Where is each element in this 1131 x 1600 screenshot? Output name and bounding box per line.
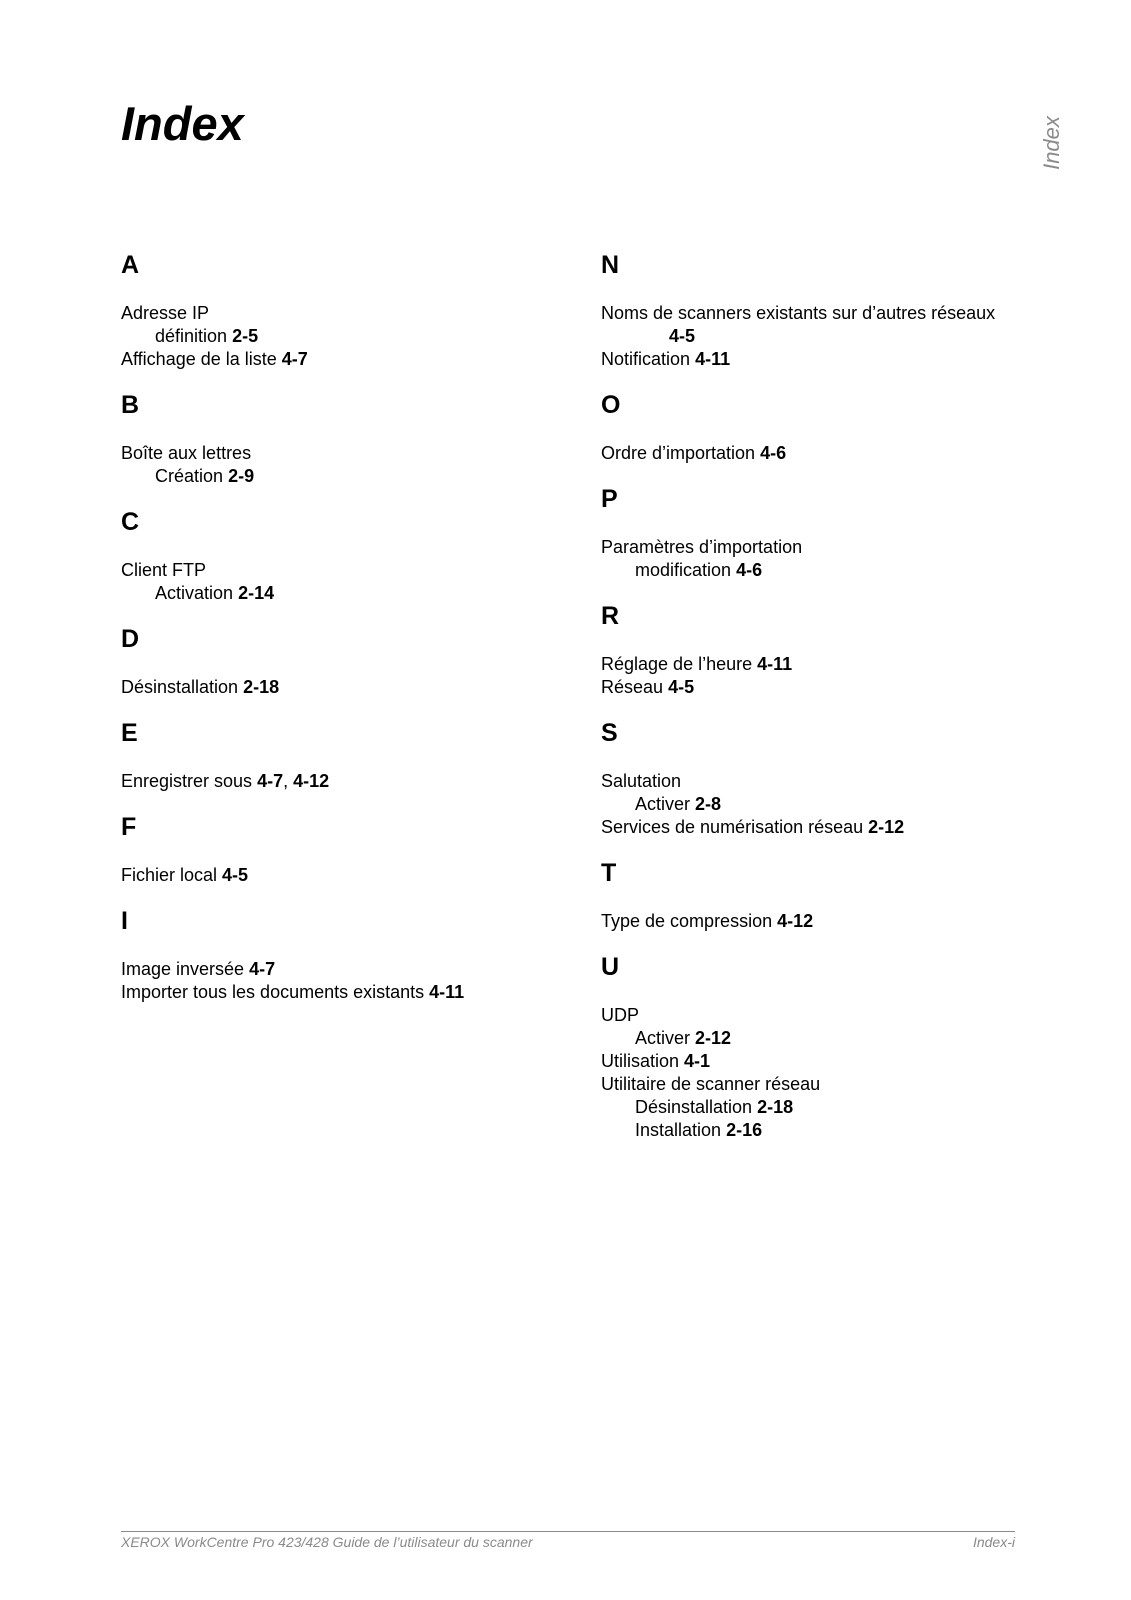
index-entries bbox=[121, 770, 561, 793]
index-entries bbox=[601, 536, 1041, 582]
index-section-u bbox=[601, 952, 1041, 1142]
index-column-right bbox=[601, 250, 1041, 1161]
index-entries bbox=[121, 676, 561, 699]
page-reference: 4-12 bbox=[293, 771, 330, 791]
index-column-left bbox=[121, 250, 561, 1023]
entry-term: Noms de scanners existants sur d’autres réseaux bbox=[601, 303, 996, 323]
index-entry bbox=[601, 442, 1041, 465]
entry-term: Utilitaire de scanner réseau bbox=[601, 1074, 821, 1094]
page-reference: 4-5 bbox=[222, 865, 249, 885]
page-reference: 4-7 bbox=[249, 959, 276, 979]
page-reference: 4-11 bbox=[757, 654, 793, 674]
index-section-t bbox=[601, 858, 1041, 933]
index-section-p bbox=[601, 484, 1041, 582]
index-section-d bbox=[121, 624, 561, 699]
index-entry bbox=[601, 302, 1041, 325]
index-entry: Enregistrer sous 4-7, 4-12 bbox=[121, 771, 330, 791]
index-entries bbox=[601, 302, 1041, 371]
page-title: Index bbox=[121, 97, 244, 150]
page-reference: 4-7 bbox=[257, 771, 284, 791]
entry-term: Ordre d’importation bbox=[601, 443, 756, 463]
index-entry bbox=[121, 348, 561, 371]
index-subentry bbox=[601, 559, 1041, 582]
page-reference: 4-1 bbox=[684, 1051, 711, 1071]
entry-term: Création bbox=[155, 466, 224, 486]
side-tab-label: Index bbox=[1039, 116, 1064, 170]
index-entry bbox=[601, 536, 1041, 559]
index-entries bbox=[601, 442, 1041, 465]
index-entry bbox=[601, 770, 1041, 793]
index-entries bbox=[121, 302, 561, 371]
index-subentry bbox=[121, 325, 561, 348]
entry-term: UDP bbox=[601, 1005, 640, 1025]
page-footer bbox=[121, 1531, 1015, 1550]
index-subentry bbox=[121, 465, 561, 488]
index-entries bbox=[601, 770, 1041, 839]
entry-term: Désinstallation bbox=[121, 677, 239, 697]
index-section-o bbox=[601, 390, 1041, 465]
index-entries bbox=[601, 910, 1041, 933]
section-letter: I bbox=[121, 907, 128, 935]
section-letter: O bbox=[601, 391, 621, 419]
entry-term: Image inversée bbox=[121, 959, 245, 979]
entry-term: Réglage de l’heure bbox=[601, 654, 753, 674]
page-reference: 4-5 bbox=[668, 677, 695, 697]
section-letter: T bbox=[601, 859, 617, 887]
index-entries bbox=[601, 653, 1041, 699]
section-letter: A bbox=[121, 251, 140, 279]
section-letter: S bbox=[601, 719, 618, 747]
page-reference: 2-18 bbox=[757, 1097, 794, 1117]
index-entry bbox=[121, 981, 561, 1004]
entry-term: définition bbox=[155, 326, 228, 346]
page-reference: 2-5 bbox=[232, 326, 259, 346]
index-entry bbox=[121, 442, 561, 465]
entry-term: Désinstallation bbox=[635, 1097, 753, 1117]
section-letter: N bbox=[601, 251, 620, 279]
entry-term: Salutation bbox=[601, 771, 682, 791]
index-entry bbox=[121, 864, 561, 887]
section-letter: P bbox=[601, 485, 618, 513]
index-entry bbox=[601, 348, 1041, 371]
section-letter: U bbox=[601, 953, 620, 981]
section-letter: D bbox=[121, 625, 140, 653]
index-entry bbox=[121, 958, 561, 981]
index-entry bbox=[121, 676, 561, 699]
page-reference: 4-5 bbox=[669, 326, 696, 346]
section-letter: F bbox=[121, 813, 137, 841]
page-reference: 2-12 bbox=[868, 817, 905, 837]
index-entries bbox=[601, 1004, 1041, 1142]
section-letter: B bbox=[121, 391, 140, 419]
entry-term: Utilisation bbox=[601, 1051, 680, 1071]
index-section-c bbox=[121, 507, 561, 605]
index-entry bbox=[601, 653, 1041, 676]
index-subentry bbox=[601, 325, 1041, 348]
index-entry bbox=[601, 910, 1041, 933]
entry-term: Boîte aux lettres bbox=[121, 443, 252, 463]
index-section-f bbox=[121, 812, 561, 887]
index-entries bbox=[121, 442, 561, 488]
page-reference: 4-6 bbox=[760, 443, 787, 463]
index-section-b bbox=[121, 390, 561, 488]
section-letter: E bbox=[121, 719, 138, 747]
entry-term: Paramètres d’importation bbox=[601, 537, 803, 557]
index-entry bbox=[121, 559, 561, 582]
entry-term: Fichier local bbox=[121, 865, 218, 885]
page-reference: 4-11 bbox=[695, 349, 731, 369]
entry-term: modification bbox=[635, 560, 732, 580]
page-reference: 2-14 bbox=[238, 583, 275, 603]
index-section-n bbox=[601, 250, 1041, 371]
entry-term: Type de compression bbox=[601, 911, 773, 931]
index-entry bbox=[601, 1004, 1041, 1027]
entry-term: Client FTP bbox=[121, 560, 207, 580]
index-entry bbox=[601, 676, 1041, 699]
index-entries bbox=[121, 864, 561, 887]
index-section-a bbox=[121, 250, 561, 371]
index-entry bbox=[121, 302, 561, 325]
entry-term: Notification bbox=[601, 349, 691, 369]
footer-document-title: XEROX WorkCentre Pro 423/428 Guide de l’utilisateur du scanner bbox=[121, 1534, 533, 1550]
index-subentry bbox=[601, 793, 1041, 816]
index-section-e bbox=[121, 718, 561, 793]
index-entries bbox=[121, 958, 561, 1004]
page-reference: 4-6 bbox=[736, 560, 763, 580]
index-subentry bbox=[601, 1096, 1041, 1119]
page-reference: 4-12 bbox=[777, 911, 814, 931]
section-letter: R bbox=[601, 602, 620, 630]
entry-term: Activation bbox=[155, 583, 234, 603]
entry-term: Activer bbox=[635, 1028, 691, 1048]
footer-page-number: Index-i bbox=[972, 1534, 1015, 1550]
entry-term: Activer bbox=[635, 794, 691, 814]
page-reference: 2-16 bbox=[726, 1120, 763, 1140]
index-entry bbox=[601, 1073, 1041, 1096]
index-entry bbox=[601, 1050, 1041, 1073]
entry-term: Affichage de la liste bbox=[121, 349, 277, 369]
page-reference: 2-18 bbox=[243, 677, 280, 697]
index-subentry bbox=[601, 1027, 1041, 1050]
entry-term: Importer tous les documents existants bbox=[121, 982, 425, 1002]
entry-term: Réseau bbox=[601, 677, 664, 697]
entry-term: Installation bbox=[635, 1120, 722, 1140]
entry-term: Enregistrer sous bbox=[121, 771, 253, 791]
index-entries bbox=[121, 559, 561, 605]
section-letter: C bbox=[121, 508, 140, 536]
index-section-i bbox=[121, 906, 561, 1004]
page-reference: 4-11 bbox=[429, 982, 465, 1002]
entry-term: Adresse IP bbox=[121, 303, 210, 323]
page-reference: 2-9 bbox=[228, 466, 255, 486]
index-section-s bbox=[601, 718, 1041, 839]
page-reference: 4-7 bbox=[281, 349, 308, 369]
page-reference: 2-12 bbox=[695, 1028, 732, 1048]
index-entry bbox=[601, 816, 1041, 839]
index-section-r bbox=[601, 601, 1041, 699]
index-subentry bbox=[121, 582, 561, 605]
entry-term: Services de numérisation réseau bbox=[601, 817, 864, 837]
page-reference: 2-8 bbox=[695, 794, 722, 814]
index-subentry bbox=[601, 1119, 1041, 1142]
